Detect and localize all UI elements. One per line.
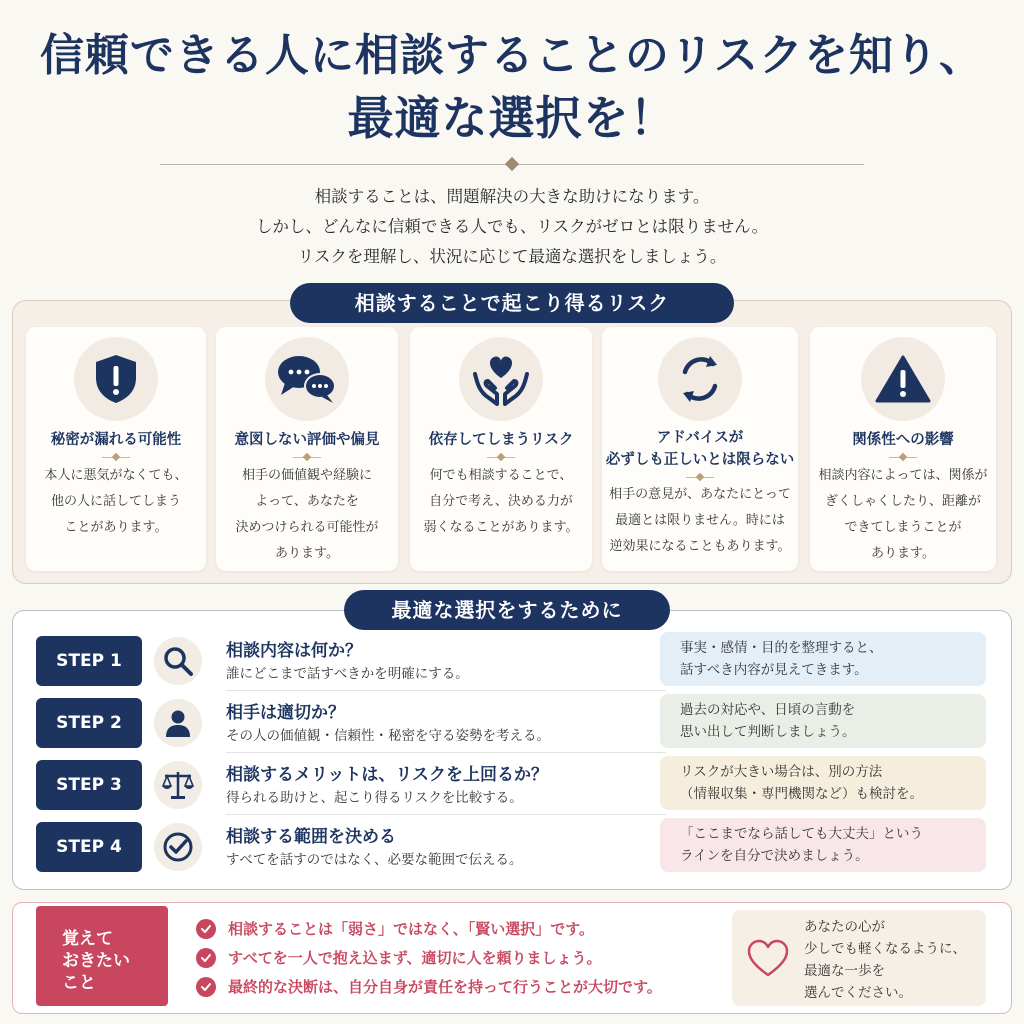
- tip-line: ラインを自分で決めましょう。: [680, 848, 869, 864]
- intro-line: しかし、どんなに信頼できる人でも、リスクがゼロとは限りません。: [255, 217, 769, 236]
- check-icon: [196, 948, 216, 968]
- risk-divider: [293, 457, 321, 458]
- remember-text: すべてを一人で抱え込まず、適切に人を頼りましょう。: [228, 949, 602, 967]
- step-tip-2: [660, 694, 986, 748]
- tip-line: 「ここまでなら話しても大丈夫」という: [680, 826, 923, 842]
- risk-divider: [487, 457, 515, 458]
- remember-label-line: おきたい: [62, 951, 130, 971]
- remember-text: 相談することは「弱さ」ではなく、「賢い選択」です。: [228, 920, 595, 938]
- step-row-3: [36, 758, 630, 812]
- scales-icon: [154, 761, 202, 809]
- cycle-arrows-icon: [658, 337, 742, 421]
- step-title: 相談内容は何か？: [226, 641, 362, 661]
- risk-description-line: 相談内容によっては、関係が: [818, 468, 988, 483]
- remember-label-line: 覚えて: [62, 929, 113, 949]
- tip-line: 過去の対応や、日頃の言動を: [680, 702, 856, 718]
- step-description: 得られる助けと、起こり得るリスクを比較する。: [226, 790, 523, 806]
- hands-heart-icon: [459, 337, 543, 421]
- risk-description: [414, 463, 588, 541]
- risk-description-line: 自分で考え、決める力が: [429, 494, 573, 509]
- person-icon: [154, 699, 202, 747]
- risk-description-line: ことがあります。: [64, 520, 168, 535]
- magnifier-icon: [154, 637, 202, 685]
- risk-description: [606, 482, 794, 560]
- risk-title: 秘密が漏れる可能性: [50, 432, 182, 448]
- step-description: その人の価値観・信頼性・秘密を守る姿勢を考える。: [226, 728, 550, 744]
- risk-divider: [102, 457, 130, 458]
- encouragement-text: [804, 916, 966, 1004]
- risk-description-line: 他の人に話してしまう: [50, 494, 181, 509]
- risk-description: [30, 463, 202, 541]
- encouragement-line: 最適な一歩を: [804, 963, 885, 979]
- risk-description-line: 弱くなることがあります。: [423, 520, 579, 535]
- risk-divider: [686, 477, 714, 478]
- risk-title-line: アドバイスが: [656, 430, 744, 446]
- risk-title: [602, 427, 798, 471]
- risk-description-line: あります。: [275, 546, 339, 561]
- risk-description-line: ぎくしゃくしたり、距離が: [824, 494, 981, 509]
- risk-description-line: 何でも相談することで、: [429, 468, 573, 483]
- steps-section-header: 最適な選択をするために: [344, 590, 670, 630]
- encouragement-line: 少しでも軽くなるように、: [804, 941, 966, 957]
- risk-card-bias: [216, 327, 398, 571]
- risk-description-line: 相手の価値観や経験に: [241, 468, 372, 483]
- tip-line: リスクが大きい場合は、別の方法: [680, 764, 883, 780]
- step-badge: STEP 3: [36, 760, 142, 810]
- risk-title: 意図しない評価や偏見: [234, 432, 380, 448]
- risk-description-line: よって、あなたを: [255, 494, 359, 509]
- risk-card-relationship: [810, 327, 996, 571]
- step-description: 誰にどこまで話すべきかを明確にする。: [226, 666, 469, 682]
- step-title: 相談するメリットは、リスクを上回るか？: [226, 765, 548, 785]
- step-divider: [226, 752, 666, 753]
- remember-label: [36, 906, 168, 1006]
- step-badge: STEP 2: [36, 698, 142, 748]
- title-line-1: 信頼できる人に相談することのリスクを知り、: [39, 30, 985, 81]
- step-divider: [226, 814, 666, 815]
- risk-title: 関係性への影響: [852, 432, 954, 448]
- risk-section-header: 相談することで起こり得るリスク: [290, 283, 734, 323]
- risk-title-line: 必ずしも正しいとは限らない: [605, 452, 795, 468]
- step-tip-4: [660, 818, 986, 872]
- risk-description-line: あります。: [871, 546, 935, 561]
- step-row-4: [36, 820, 630, 874]
- shield-exclamation-icon: [74, 337, 158, 421]
- intro-line: 相談することは、問題解決の大きな助けになります。: [314, 187, 710, 206]
- risk-description-line: 決めつけられる可能性が: [235, 520, 379, 535]
- check-icon: [196, 977, 216, 997]
- risk-divider: [889, 457, 917, 458]
- tip-line: 話すべき内容が見えてきます。: [680, 662, 868, 678]
- risk-card-advice: [602, 327, 798, 571]
- risk-description-line: 相手の意見が、あなたにとって: [609, 487, 791, 502]
- warning-triangle-icon: [861, 337, 945, 421]
- encouragement-line: 選んでください。: [804, 985, 912, 1001]
- check-circle-icon: [154, 823, 202, 871]
- tip-line: （情報収集・専門機関など）も検討を。: [680, 786, 923, 802]
- check-icon: [196, 919, 216, 939]
- page-title: [0, 26, 1024, 148]
- step-badge: STEP 4: [36, 822, 142, 872]
- risk-description-line: 逆効果になることもあります。: [609, 539, 791, 554]
- risk-card-secret-leak: [26, 327, 206, 571]
- step-divider: [226, 690, 666, 691]
- step-tip-3: [660, 756, 986, 810]
- heart-outline-icon: [746, 938, 790, 978]
- intro-text: [0, 182, 1024, 272]
- step-row-2: [36, 696, 630, 750]
- risk-description-line: 本人に悪気がなくても、: [44, 468, 188, 483]
- speech-bubbles-icon: [265, 337, 349, 421]
- risk-title: 依存してしまうリスク: [428, 432, 574, 448]
- risk-card-dependence: [410, 327, 592, 571]
- risk-description: [220, 463, 394, 567]
- step-title: 相談する範囲を決める: [226, 827, 396, 847]
- encouragement-box: [732, 910, 986, 1006]
- risk-description-line: 最適とは限りません。時には: [615, 513, 785, 528]
- step-badge: STEP 1: [36, 636, 142, 686]
- step-row-1: [36, 634, 630, 688]
- title-line-2: 最適な選択を！: [347, 91, 677, 145]
- step-title: 相手は適切か？: [226, 703, 345, 723]
- step-tip-1: [660, 632, 986, 686]
- intro-line: リスクを理解し、状況に応じて最適な選択をしましょう。: [297, 247, 727, 266]
- encouragement-line: あなたの心が: [804, 919, 885, 935]
- risk-description: [814, 463, 992, 567]
- divider-diamond: [505, 157, 519, 171]
- remember-text: 最終的な決断は、自分自身が責任を持って行うことが大切です。: [228, 978, 662, 996]
- tip-line: 事実・感情・目的を整理すると、: [680, 640, 883, 656]
- step-description: すべてを話すのではなく、必要な範囲で伝える。: [226, 852, 523, 868]
- risk-description-line: できてしまうことが: [844, 520, 962, 535]
- remember-label-line: こと: [62, 973, 96, 993]
- tip-line: 思い出して判断しましょう。: [680, 724, 856, 740]
